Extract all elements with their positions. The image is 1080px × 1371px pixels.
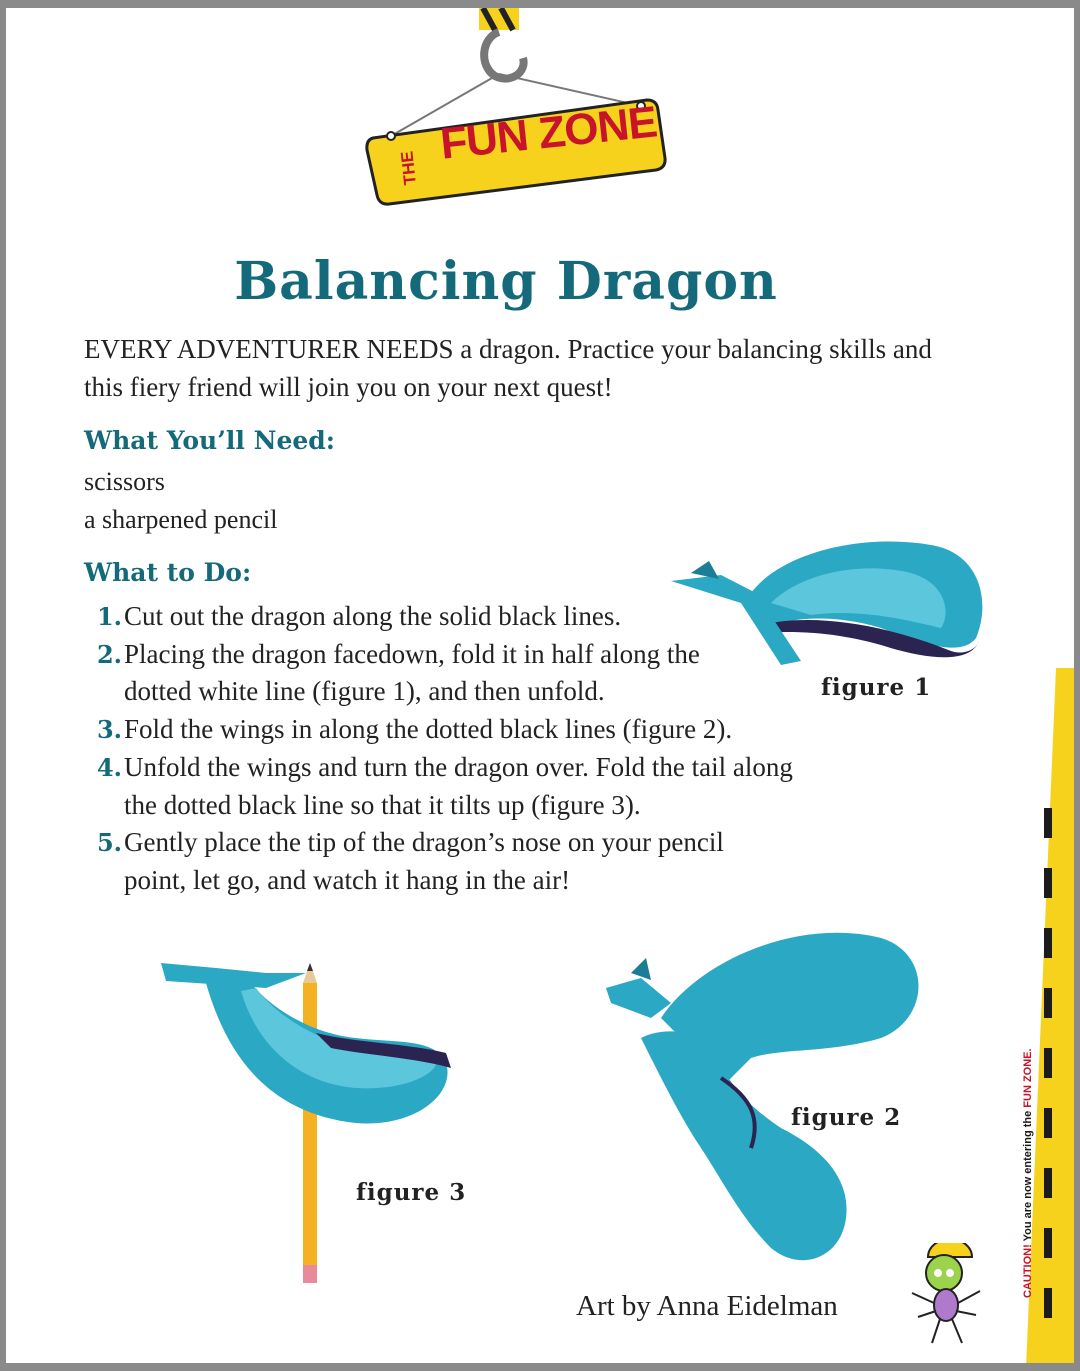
sign-name: FUN ZONE — [438, 97, 659, 169]
step-text: Fold the wings in along the dotted black lines (figure 2). — [124, 714, 733, 745]
caution-tape-text — [1022, 1048, 1034, 1298]
need-item: scissors — [84, 467, 165, 496]
step-item — [84, 749, 804, 824]
step-item — [84, 711, 804, 749]
step-number: 3. — [96, 715, 122, 745]
need-item: a sharpened pencil — [84, 505, 278, 534]
sign-the: THE — [397, 150, 420, 186]
step-item — [84, 824, 804, 899]
activity-page — [6, 8, 1074, 1363]
figure-3-label: figure 3 — [356, 1179, 467, 1206]
caution-zone: FUN ZONE. — [1022, 1048, 1034, 1108]
caution-message: You are now entering the — [1022, 1110, 1034, 1242]
step-text: Unfold the wings and turn the dragon over. Fold the tail along the dotted black line so that it tilts up (figure 3). — [124, 751, 793, 820]
caution-tape-graphic — [1006, 668, 1074, 1363]
figure-1-label: figure 1 — [821, 674, 932, 701]
todo-heading: What to Do: — [84, 558, 252, 587]
step-number: 5. — [96, 828, 122, 858]
bug-mascot-illustration — [906, 1243, 986, 1348]
intro-paragraph: EVERY ADVENTURER NEEDS a dragon. Practice your balancing skills and this fiery friend will join you on your next quest! — [84, 334, 932, 402]
figure-1-dragon-illustration — [661, 533, 991, 683]
art-credit: Art by Anna Eidelman — [576, 1290, 838, 1322]
step-number: 1. — [96, 602, 122, 631]
caution-word: CAUTION! — [1022, 1244, 1034, 1298]
figure-2-label: figure 2 — [791, 1104, 902, 1131]
step-number: 2. — [96, 639, 122, 669]
figure-3-dragon-illustration — [156, 943, 466, 1303]
need-heading: What You’ll Need: — [84, 426, 336, 455]
page-title: Balancing Dragon — [234, 251, 778, 312]
need-list — [84, 463, 277, 539]
step-text: Placing the dragon facedown, fold it in half along the dotted white line (figure 1), and then unfold. — [124, 638, 700, 707]
step-text: Cut out the dragon along the solid black lines. — [124, 601, 622, 631]
step-number: 4. — [96, 752, 122, 782]
figure-2-dragon-illustration — [601, 918, 941, 1288]
step-text: Gently place the tip of the dragon’s nose on your pencil point, let go, and watch it hang in the air! — [124, 827, 724, 895]
